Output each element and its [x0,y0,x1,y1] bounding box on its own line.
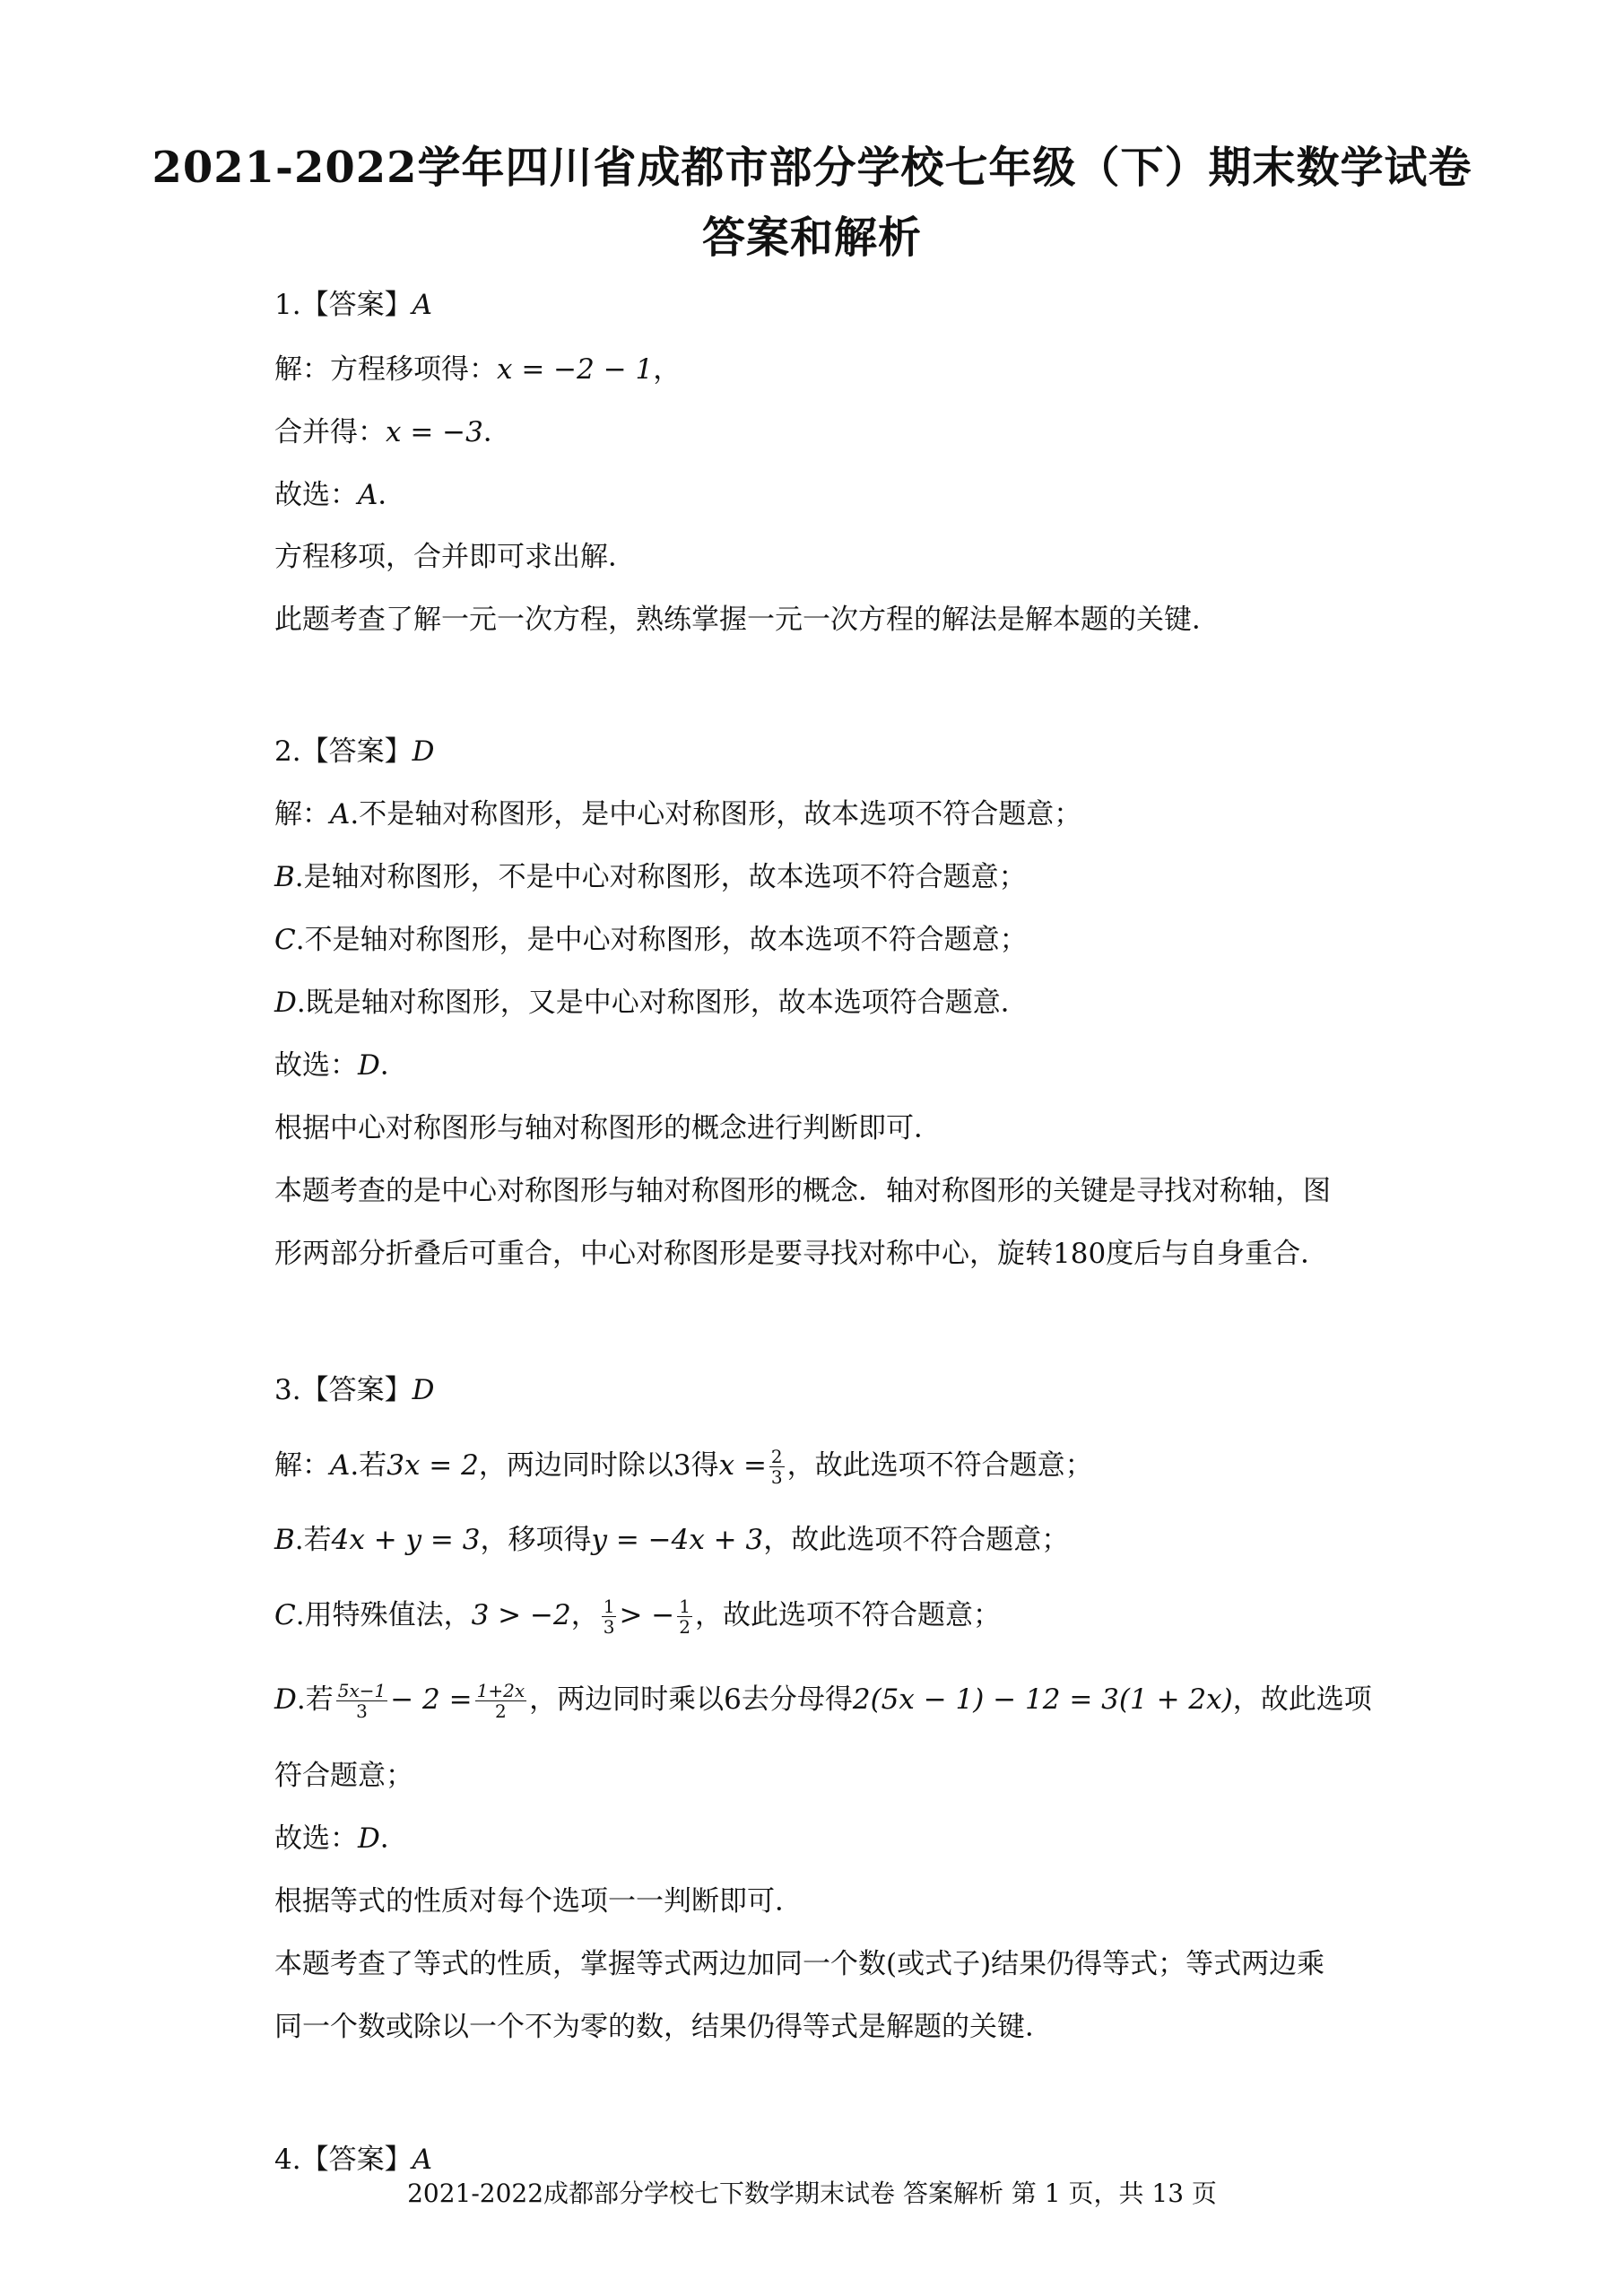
fraction-one-third: $\frac{1}{3}$ [603,1596,615,1638]
q2-answer-heading: 2.【答案】D [274,735,435,768]
fraction-5x-minus-1-over-3: $\frac{5x-1}{3}$ [337,1680,386,1722]
fraction-two-thirds: $\frac{2}{3}$ [770,1446,783,1488]
q1-solution-line-1: 解：方程移项得：x = −2 − 1， [274,353,682,386]
q3-answer-heading: 3.【答案】D [274,1374,435,1406]
q3-option-d: D.若 $\frac{5x-1}{3}$ − 2 = $\frac{1+2x}{2}$ ，两边同时乘以6去分母得2(5x − 1) − 12 = 3(1 + 2x)，故此选项 [274,1680,1372,1722]
q2-option-b: B.是轴对称图形，不是中心对称图形，故本选项不符合题意； [274,861,1027,893]
q4-answer-heading: 4.【答案】A [274,2144,432,2176]
page-footer: 2021-2022成都部分学校七下数学期末试卷 答案解析 第 1 页，共 13 页 [407,2179,1217,2208]
q2-option-c: C.不是轴对称图形，是中心对称图形，故本选项不符合题意； [274,924,1028,956]
q3-comment-line-1: 本题考查了等式的性质，掌握等式两边加同一个数(或式子)结果仍得等式；等式两边乘 [274,1948,1325,1980]
q2-comment-line-1: 本题考查的是中心对称图形与轴对称图形的概念．轴对称图形的关键是寻找对称轴，图 [274,1175,1331,1207]
q2-option-d: D.既是轴对称图形，又是中心对称图形，故本选项符合题意． [274,987,1029,1019]
q2-method-line: 根据中心对称图形与轴对称图形的概念进行判断即可． [274,1112,942,1144]
q3-option-a: 解：A.若3x = 2，两边同时除以3得x = $\frac{2}{3}$ ，故此选项不符合题意； [274,1446,1093,1488]
q2-comment-line-2: 形两部分折叠后可重合，中心对称图形是要寻找对称中心，旋转180度后与自身重合． [274,1238,1329,1270]
q1-comment-line: 此题考查了解一元一次方程，熟练掌握一元一次方程的解法是解本题的关键． [274,604,1220,636]
q2-option-a: 解：A.不是轴对称图形，是中心对称图形，故本选项不符合题意； [274,798,1082,831]
q3-comment-line-2: 同一个数或除以一个不为零的数，结果仍得等式是解题的关键． [274,2011,1053,2043]
q1-choice-line: 故选：A． [274,479,406,511]
q2-choice-line: 故选：D． [274,1049,408,1082]
document-title: 2021-2022学年四川省成都市部分学校七年级（下）期末数学试卷 [152,143,1472,193]
q3-choice-line: 故选：D． [274,1822,408,1855]
q1-method-line: 方程移项，合并即可求出解． [274,541,636,573]
fraction-one-half: $\frac{1}{2}$ [679,1596,690,1638]
document-subtitle: 答案和解析 [701,213,922,263]
q3-option-d-continued: 符合题意； [274,1760,413,1792]
fraction-1-plus-2x-over-2: $\frac{1+2x}{2}$ [476,1680,525,1722]
q1-solution-line-2: 合并得：x = −3． [274,416,511,448]
q3-option-c: C.用特殊值法，3 > −2， $\frac{1}{3}$ > − $\frac{1}{2}$ ，故此选项不符合题意； [274,1596,1001,1638]
q1-answer-heading: 1.【答案】A [274,289,432,321]
q3-method-line: 根据等式的性质对每个选项一一判断即可． [274,1885,803,1918]
q3-option-b: B.若4x + y = 3，移项得y = −4x + 3，故此选项不符合题意； [274,1524,1070,1556]
